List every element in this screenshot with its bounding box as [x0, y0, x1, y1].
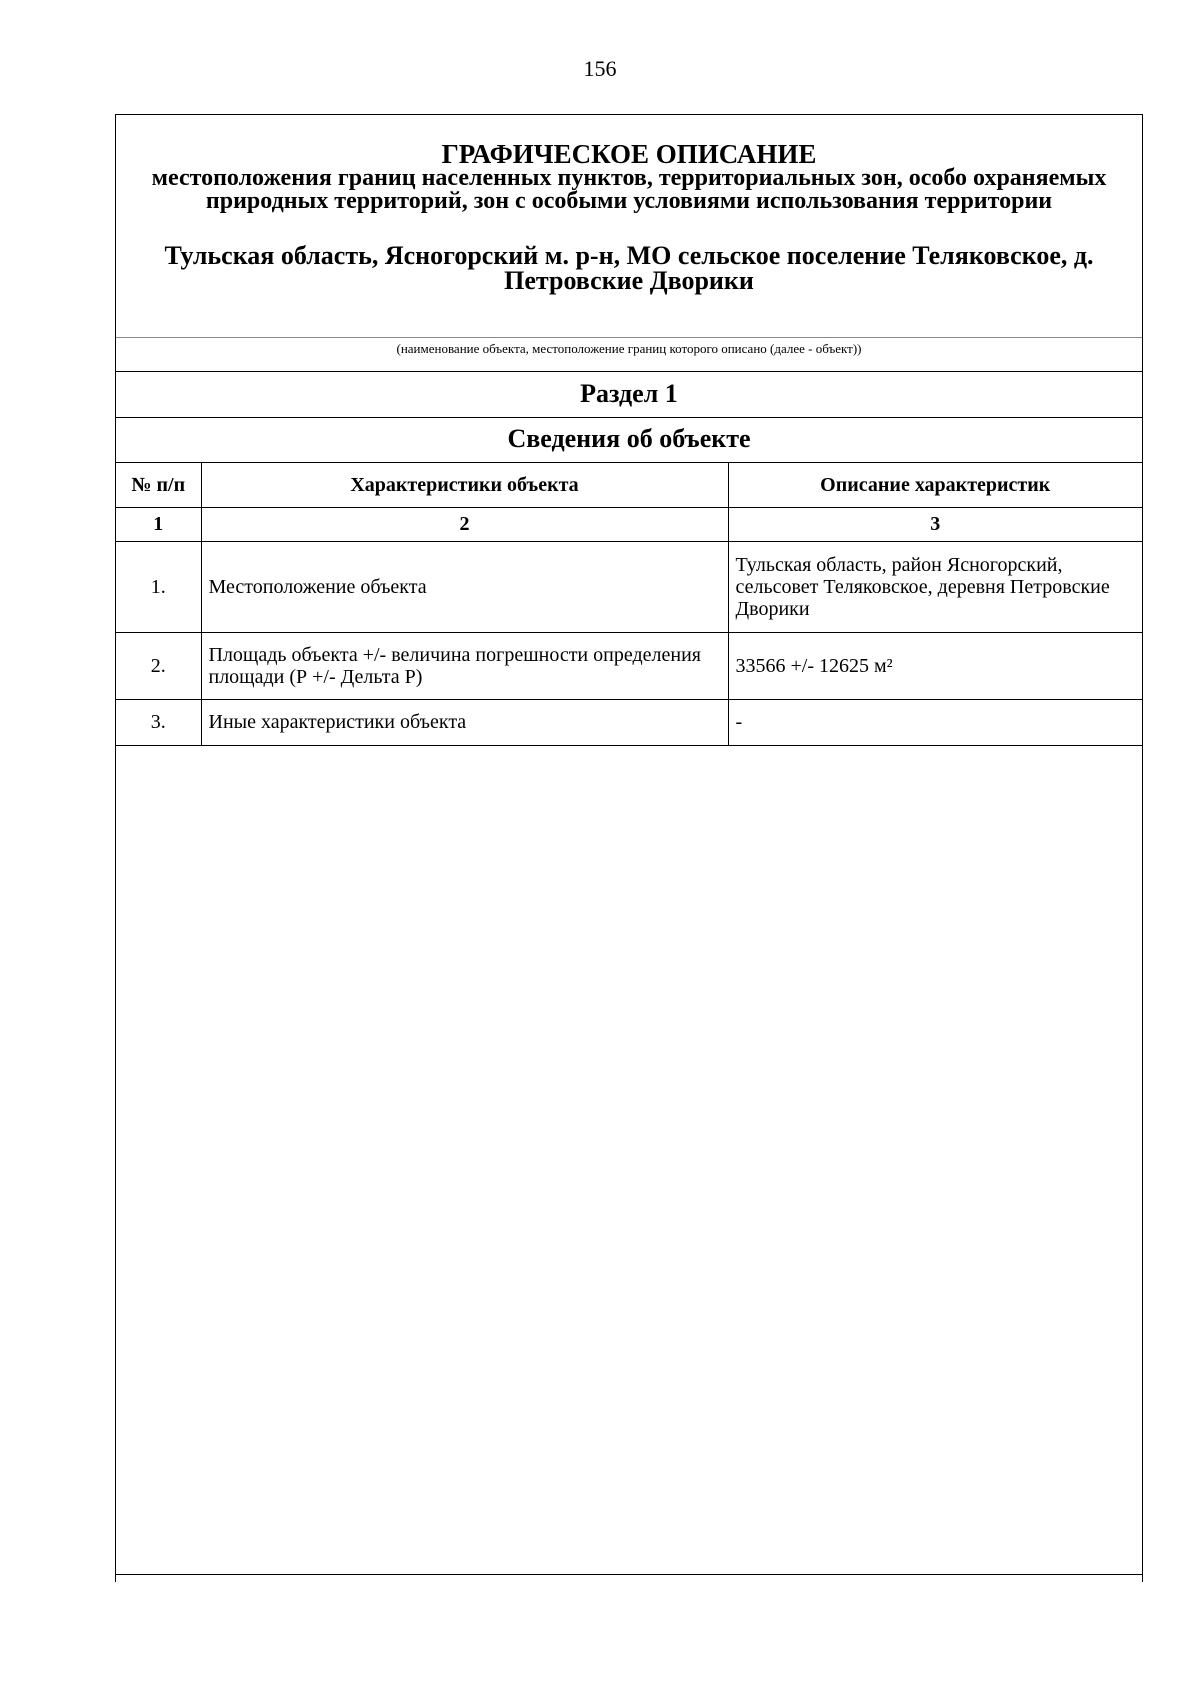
document-subtitle: местоположения границ населенных пунктов, территориальных зон, особо охраняемых природных территорий, зон с особыми условиями использования территории: [151, 165, 1107, 214]
column-number-row: [116, 508, 1142, 542]
row-description: 33566 +/- 12625 м²: [728, 633, 1142, 700]
row-characteristic: Местоположение объекта: [201, 542, 728, 633]
section-heading: Сведения об объекте: [116, 417, 1142, 463]
table-header-row: [116, 463, 1142, 508]
section-label: Раздел 1: [116, 372, 1142, 418]
row-description-text: Тульская область, район Ясногорский, сельсовет Теляковское, деревня Петровские Дворики: [735, 554, 1110, 620]
column-header: Описание характеристик: [728, 463, 1142, 508]
row-characteristic: [201, 633, 728, 700]
column-number: 2: [201, 508, 728, 542]
object-caption: (наименование объекта, местоположение границ которого описано (далее - объект)): [116, 337, 1142, 372]
table-row: [116, 633, 1142, 700]
row-characteristic: Иные характеристики объекта: [201, 700, 728, 746]
column-number: 1: [116, 508, 201, 542]
table-row: [116, 700, 1142, 746]
object-info-table: [116, 462, 1142, 746]
column-header: № п/п: [116, 463, 201, 508]
row-number: 2.: [116, 633, 201, 700]
table-row: [116, 542, 1142, 633]
column-number: 3: [728, 508, 1142, 542]
row-number: 1.: [116, 542, 201, 633]
document-title: ГРАФИЧЕСКОЕ ОПИСАНИЕ: [441, 139, 817, 169]
document-header: [116, 115, 1142, 338]
document-frame: [115, 114, 1143, 1582]
row-description: [728, 542, 1142, 633]
page-number: 156: [583, 56, 617, 81]
column-header: Характеристики объекта: [201, 463, 728, 508]
row-number: 3.: [116, 700, 201, 746]
row-characteristic-text: Площадь объекта +/- величина погрешности определения площади (Р +/- Дельта Р): [208, 644, 701, 688]
frame-bottom-rule: [115, 1574, 1143, 1575]
row-description: -: [728, 700, 1142, 746]
object-location-title: Тульская область, Ясногорский м. р-н, МО сельское поселение Теляковское, д. Петровские Дворики: [164, 241, 1094, 295]
